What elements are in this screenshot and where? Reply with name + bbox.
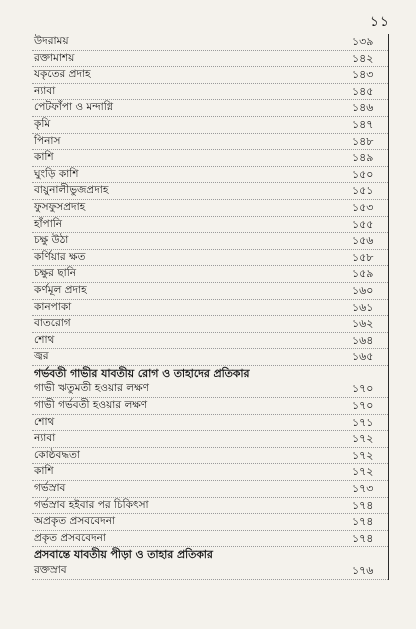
toc-entry-page: ১৭৬ xyxy=(352,564,374,577)
toc-entry-title: উদরাময় xyxy=(34,35,69,47)
toc-entry-page: ১৬০ xyxy=(352,283,374,297)
toc-entry-title: রক্তামাশয় xyxy=(34,51,75,64)
toc-section-3 xyxy=(32,563,388,580)
toc-entry-page: ১৭২ xyxy=(352,432,374,446)
toc-section-1 xyxy=(32,34,388,366)
toc-entry-page: ১৭২ xyxy=(352,448,374,462)
toc-entry-title: গাভী ঋতুমতী হওয়ার লক্ষণ xyxy=(34,382,149,395)
table-of-contents xyxy=(32,34,389,580)
toc-entry-page: ১৬৪ xyxy=(352,333,374,347)
toc-entry-title: ফুসফুসপ্রদাহ xyxy=(34,200,86,213)
toc-entry-page: ১৪৮ xyxy=(352,134,374,148)
toc-entry-title: কর্ণমূল প্রদাহ xyxy=(34,283,87,296)
toc-entry-title: কোষ্ঠবদ্ধতা xyxy=(34,448,80,461)
toc-entry-title: হাঁপানি xyxy=(34,217,63,230)
toc-entry-page: ১৫৬ xyxy=(352,234,374,248)
toc-entry xyxy=(32,283,388,300)
toc-entry xyxy=(32,250,388,267)
toc-entry-page: ১৪৭ xyxy=(352,117,374,131)
toc-entry xyxy=(32,167,388,184)
toc-entry-page: ১৪৯ xyxy=(352,151,374,165)
toc-entry xyxy=(32,266,388,283)
toc-entry-title: বায়ুনালীভুজপ্রদাহ xyxy=(34,184,109,197)
toc-entry-page: ১৭৪ xyxy=(352,531,374,545)
section-heading-postpartum: প্রসবান্তে যাবতীয় পীড়া ও তাহার প্রতিকার xyxy=(34,548,213,562)
toc-entry-page: ১৩৯ xyxy=(352,35,374,48)
toc-entry-title: চক্ষু উঠা xyxy=(34,234,69,247)
toc-entry-title: ন্যাবা xyxy=(34,84,56,97)
toc-entry xyxy=(32,117,388,134)
toc-entry-page: ১৬৫ xyxy=(352,350,374,364)
toc-entry xyxy=(32,84,388,101)
toc-entry xyxy=(32,233,388,250)
toc-entry-page: ১৭০ xyxy=(352,382,374,396)
toc-entry-title: কৃমি xyxy=(34,117,51,130)
toc-entry-title: গর্ভস্রাব হইবার পর চিকিৎসা xyxy=(34,498,149,511)
toc-entry-title: পিনাস xyxy=(34,134,61,147)
toc-entry-title: কানপাকা xyxy=(34,300,72,313)
toc-entry xyxy=(32,316,388,333)
toc-entry-page: ১৫৮ xyxy=(352,250,374,264)
toc-entry-page: ১৭৪ xyxy=(352,498,374,512)
toc-entry-page: ১৭২ xyxy=(352,465,374,479)
toc-entry-page: ১৭৪ xyxy=(352,515,374,529)
toc-entry-title: বাতরোগ xyxy=(34,317,71,330)
toc-entry-title: কাশি xyxy=(34,465,54,478)
toc-entry-page: ১৭১ xyxy=(352,415,374,429)
toc-entry xyxy=(32,349,388,366)
toc-entry-page: ১৬১ xyxy=(352,300,374,314)
toc-entry xyxy=(32,481,388,498)
toc-entry-page: ১৪২ xyxy=(352,51,374,65)
section-heading-pregnant-cow: গর্ভবতী গাভীর যাবতীয় রোগ ও তাহাদের প্রতিকার xyxy=(34,366,250,380)
toc-entry-title: রক্তস্রাব xyxy=(34,564,67,576)
toc-entry-page: ১৪৫ xyxy=(352,84,374,98)
toc-entry xyxy=(32,381,388,398)
toc-entry xyxy=(32,531,388,548)
page-number: ১১ xyxy=(369,14,390,30)
toc-entry-page: ১৪৬ xyxy=(352,101,374,115)
toc-entry-title: গাভী গর্ভবতী হওয়ার লক্ষণ xyxy=(34,399,148,412)
toc-entry-title: ঘুংড়ি কাশি xyxy=(34,167,79,180)
toc-entry xyxy=(32,51,388,68)
toc-entry xyxy=(32,34,388,51)
toc-entry-page: ১৭৩ xyxy=(352,482,374,496)
toc-entry-title: অপ্রকৃত প্রসববেদনা xyxy=(34,515,116,528)
toc-entry-title: জ্বর xyxy=(34,350,49,363)
toc-entry-page: ১৪৩ xyxy=(352,68,374,82)
toc-entry xyxy=(32,200,388,217)
toc-entry-title: গর্ভস্রাব xyxy=(34,482,66,495)
toc-entry xyxy=(32,183,388,200)
toc-entry xyxy=(32,448,388,465)
toc-entry xyxy=(32,398,388,415)
toc-entry xyxy=(32,415,388,432)
toc-entry xyxy=(32,464,388,481)
toc-entry-page: ১৫০ xyxy=(352,167,374,181)
toc-entry-page: ১৫১ xyxy=(352,184,374,198)
toc-entry-title: প্রকৃত প্রসববেদনা xyxy=(34,531,106,544)
toc-entry-page: ১৫৯ xyxy=(352,267,374,281)
toc-entry-title: যকৃতের প্রদাহ xyxy=(34,68,91,81)
toc-section-2 xyxy=(32,381,388,547)
toc-entry-title: চক্ষুর ছানি xyxy=(34,267,76,280)
toc-entry-title: শোথ xyxy=(34,333,55,346)
toc-entry xyxy=(32,217,388,234)
toc-entry-page: ১৫৩ xyxy=(352,200,374,214)
toc-entry-title: শোথ xyxy=(34,415,55,428)
toc-entry-page: ১৫৫ xyxy=(352,217,374,231)
toc-entry xyxy=(32,134,388,151)
toc-entry xyxy=(32,67,388,84)
toc-entry-page: ১৬২ xyxy=(352,317,374,331)
toc-entry xyxy=(32,563,388,580)
toc-entry-title: কর্ণিয়ার ক্ষত xyxy=(34,250,86,263)
toc-entry-title: কাশি xyxy=(34,151,54,164)
toc-entry xyxy=(32,431,388,448)
toc-entry xyxy=(32,333,388,350)
toc-entry-page: ১৭০ xyxy=(352,399,374,413)
toc-entry xyxy=(32,514,388,531)
toc-entry-title: ন্যাবা xyxy=(34,432,56,445)
toc-entry xyxy=(32,498,388,515)
toc-entry-title: পেটফাঁপা ও মন্দাগ্নি xyxy=(34,101,114,114)
toc-entry xyxy=(32,100,388,117)
toc-entry xyxy=(32,300,388,317)
toc-entry xyxy=(32,150,388,167)
